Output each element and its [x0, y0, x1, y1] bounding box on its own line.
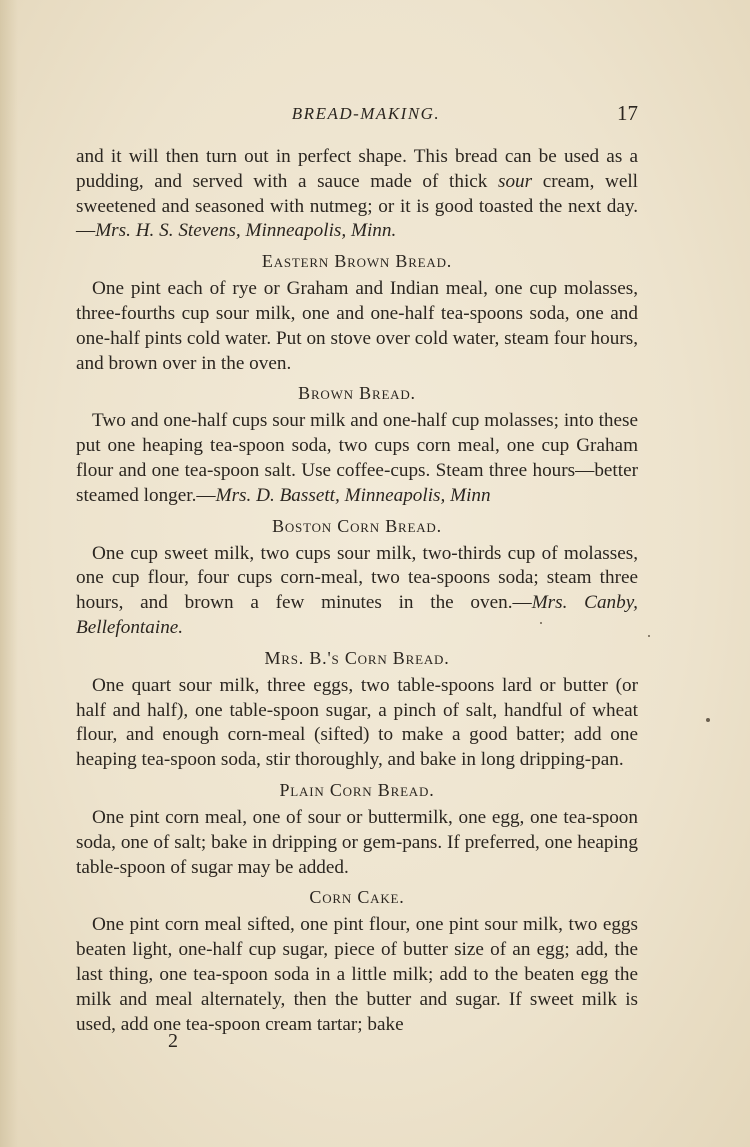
- recipe-title-brown-bread: Brown Bread.: [298, 383, 416, 404]
- recipe-body-corn-cake: One pint corn meal sifted, one pint flour, one pint sour milk, two eggs beaten light, one-half cup sugar, piece of butter size of an egg; add, the last thing, one tea-spoon soda in a little milk; add to the beaten egg the milk and meal alternately, then the butter and sugar. If sweet milk is used, add one tea-spoon cream tartar; bake: [76, 914, 638, 1035]
- paper-speck: [540, 622, 542, 624]
- recipe-body-plain-corn-bread: One pint corn meal, one of sour or buttermilk, one egg, one tea-spoon soda, one of salt; bake in dripping or gem-pans. If preferred, one heaping table-spoon of sugar may be added.: [76, 806, 638, 878]
- recipe-title-corn-cake: Corn Cake.: [309, 887, 405, 908]
- recipe-title-plain-corn-bread: Plain Corn Bread.: [279, 779, 435, 800]
- recipe-body-brown-bread: [76, 409, 638, 508]
- brown-bread-signature: Mrs. D. Bassett, Minneapolis, Minn: [215, 484, 491, 506]
- boston-corn-bread-text: One cup sweet milk, two cups sour milk, two-thirds cup of molasses, one cup flour, four cups corn-meal, two tea-spoons soda; steam three hours, and brown a few minutes in the oven.—: [76, 542, 638, 614]
- page-gutter-shadow: [0, 0, 18, 1147]
- recipe-body-mrs-b-corn-bread: One quart sour milk, three eggs, two table-spoons lard or butter (or half and half), one table-spoon sugar, a pinch of salt, handful of wheat flour, and enough corn-meal (sifted) to make a good batter; add one heaping tea-spoon soda, stir thoroughly, and bake in long dripping-pan.: [76, 674, 638, 771]
- recipe-body-eastern-brown-bread: One pint each of rye or Graham and Indian meal, one cup molasses, three-fourths cup sour milk, one and one-half tea-spoons soda, one and one-half pints cold water. Put on stove over cold water, steam four hours, and brown over in the oven.: [76, 278, 638, 374]
- page-number: 17: [617, 101, 638, 125]
- recipe-title-boston-corn-bread: Boston Corn Bread.: [272, 515, 442, 536]
- recipe-title-eastern-brown-bread: Eastern Brown Bread.: [261, 251, 453, 272]
- paper-speck: [648, 635, 650, 637]
- intro-signature: Mrs. H. S. Stevens, Minneapolis, Minn.: [95, 220, 397, 242]
- boston-corn-bread-signature: Mrs. Canby, Bellefontaine.: [76, 592, 638, 638]
- brown-bread-text: Two and one-half cups sour milk and one-half cup molasses; into these put one heaping tea-spoon soda, two cups corn meal, one cup Graham flour and one tea-spoon salt. Use coffee-cups. Steam three hours—better steamed longer.—: [76, 410, 638, 506]
- intro-text: and it will then turn out in perfect shape. This bread can be used as a pudding, and served with a sauce made of thick: [76, 146, 638, 192]
- intro-italic-word: sour: [497, 170, 533, 192]
- printer-signature-mark: 2: [168, 1030, 178, 1052]
- running-head: BREAD-MAKING.: [291, 104, 441, 123]
- paper-speck: [706, 718, 710, 722]
- intro-paragraph: [76, 145, 638, 244]
- intro-text-2: cream, well sweetened and seasoned with nutmeg; or it is good toasted the next day.—: [76, 170, 638, 242]
- recipe-title-mrs-b-corn-bread: Mrs. B.'s Corn Bread.: [264, 647, 450, 668]
- page-content: [76, 145, 638, 1037]
- recipe-body-boston-corn-bread: [76, 542, 638, 641]
- page-header: [76, 100, 638, 130]
